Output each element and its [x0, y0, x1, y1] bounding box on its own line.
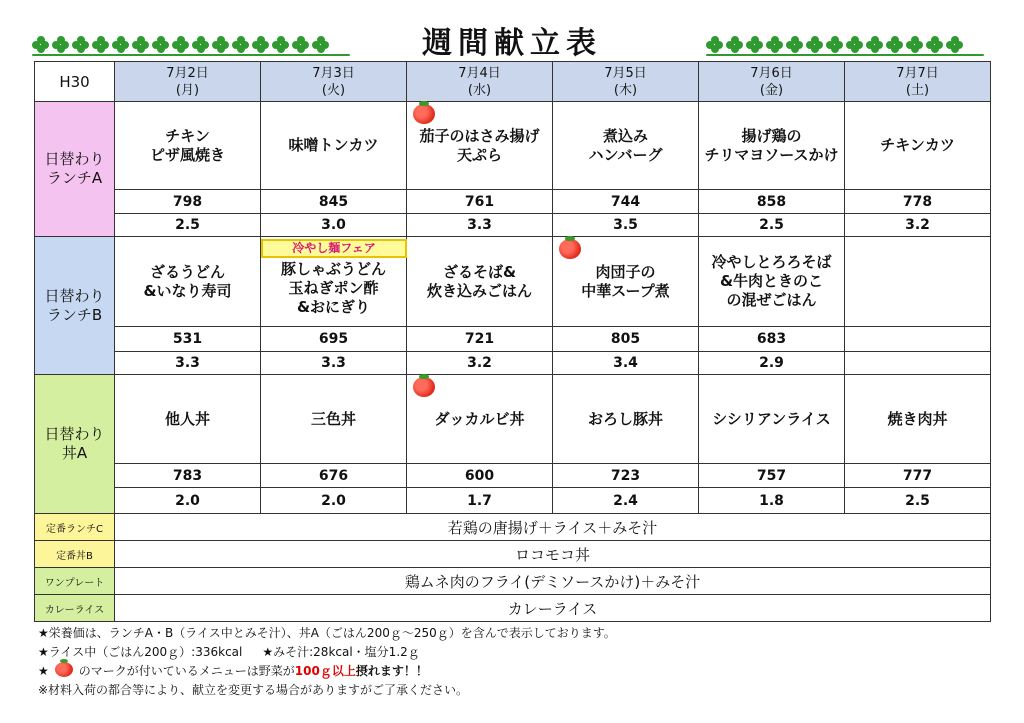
dish-line: 豚しゃぶうどん: [280, 260, 386, 278]
lunch-a-salt-row: [35, 214, 991, 237]
dish-cell: [553, 237, 699, 327]
energy-value: 676: [261, 464, 407, 488]
dish-cell-empty: [845, 237, 991, 327]
day-weekday: (水): [467, 82, 492, 98]
fixed-row-one-plate: [35, 568, 991, 595]
day-date: 7月6日: [750, 65, 793, 81]
energy-value: 845: [261, 190, 407, 214]
fixed-row-don-b: [35, 541, 991, 568]
dish-line: 他人丼: [164, 409, 210, 428]
salt-value: 3.3: [407, 214, 553, 237]
energy-value: 761: [407, 190, 553, 214]
dish-cell: [553, 375, 699, 464]
clover-icon: [786, 36, 803, 53]
fixed-value: ロコモコ丼: [115, 541, 991, 568]
dish-line: おろし豚丼: [587, 409, 663, 428]
dish-line: ピザ風焼き: [149, 145, 225, 164]
salt-value: 2.0: [261, 488, 407, 514]
energy-value: 778: [845, 190, 991, 214]
dish-cell: [699, 102, 845, 190]
don-a-energy-row: [35, 464, 991, 488]
fixed-label: 定番ランチC: [35, 514, 115, 541]
clover-icon: [866, 36, 883, 53]
category-line: 丼A: [61, 444, 88, 462]
page-title: 週間献立表: [422, 26, 602, 61]
note-rice: ★ライス中（ごはん200ｇ）:336kcal: [38, 645, 243, 659]
day-header: [845, 62, 991, 102]
salt-value: 2.9: [699, 352, 845, 375]
dish-cell: [115, 237, 261, 327]
lunch-a-dish-row: [35, 102, 991, 190]
day-header: [553, 62, 699, 102]
dish-cell: [261, 237, 407, 327]
day-weekday: (月): [175, 82, 200, 98]
dish-line: チキン: [165, 126, 210, 145]
dish-line: ハンバーグ: [588, 145, 663, 164]
salt-value: 1.8: [699, 488, 845, 514]
day-header: [407, 62, 553, 102]
dish-cell: [261, 102, 407, 190]
salt-value: 2.5: [699, 214, 845, 237]
dish-line: 玉ねぎポン酢: [288, 279, 379, 297]
dish-line: 味噌トンカツ: [288, 136, 379, 154]
dish-line: 焼き肉丼: [887, 409, 948, 428]
dish-line: 揚げ鶏の: [741, 126, 802, 145]
salt-value: [845, 352, 991, 375]
day-weekday: (木): [613, 82, 638, 98]
salt-value: 3.3: [115, 352, 261, 375]
dish-line: 中華スープ煮: [581, 281, 670, 300]
salt-value: 3.3: [261, 352, 407, 375]
dish-line: シシリアンライス: [712, 409, 831, 428]
dish-line: &おにぎり: [296, 298, 371, 316]
day-header: [261, 62, 407, 102]
dish-cell: [845, 102, 991, 190]
day-header: [115, 62, 261, 102]
date-header-row: [35, 62, 991, 102]
day-weekday: (土): [905, 82, 930, 98]
dish-line: &いなり寿司: [143, 281, 232, 300]
salt-value: 3.2: [845, 214, 991, 237]
fixed-row-curry: [35, 595, 991, 622]
day-date: 7月3日: [312, 65, 355, 81]
energy-value: 777: [845, 464, 991, 488]
dish-line: ダッカルビ丼: [434, 409, 525, 428]
dish-line: 肉団子の: [595, 262, 656, 281]
dish-line: 三色丼: [310, 409, 356, 428]
day-date: 7月7日: [896, 65, 939, 81]
dish-line: チリマヨソースかけ: [704, 145, 839, 164]
energy-value: 783: [115, 464, 261, 488]
tomato-icon: [55, 662, 73, 677]
clover-icon: [846, 36, 863, 53]
category-line: 日替わり: [44, 425, 105, 443]
salt-value: 2.0: [115, 488, 261, 514]
dish-line: ざるうどん: [149, 262, 225, 281]
clover-icon: [946, 36, 963, 53]
energy-value: 805: [553, 327, 699, 352]
note-rice-miso: [38, 643, 998, 662]
salt-value: 3.0: [261, 214, 407, 237]
dish-cell: [407, 237, 553, 327]
dish-cell: [261, 375, 407, 464]
energy-value: 798: [115, 190, 261, 214]
energy-value: 683: [699, 327, 845, 352]
category-don-a: [35, 375, 115, 514]
day-date: 7月4日: [458, 65, 501, 81]
note-nutrition: ★栄養価は、ランチA・B（ライス中とみそ汁）、丼A（ごはん200ｇ～250ｇ）を含んで表示しております。: [38, 626, 616, 640]
lunch-b-energy-row: [35, 327, 991, 352]
dish-line: 茄子のはさみ揚げ: [419, 126, 540, 145]
category-lunch-a: [35, 102, 115, 237]
page-header: [0, 14, 1024, 60]
dish-line: &牛肉ときのこ: [719, 272, 824, 290]
fixed-label: 定番丼B: [35, 541, 115, 568]
year-label: H30: [35, 62, 115, 102]
salt-value: 3.2: [407, 352, 553, 375]
dish-cell: [115, 375, 261, 464]
energy-value: 695: [261, 327, 407, 352]
dish-line: 煮込み: [602, 126, 648, 145]
fixed-label: カレーライス: [35, 595, 115, 622]
lunch-b-dish-row: [35, 237, 991, 327]
energy-value: 600: [407, 464, 553, 488]
tomato-icon: [559, 239, 581, 259]
salt-value: 2.4: [553, 488, 699, 514]
clover-icon: [746, 36, 763, 53]
day-weekday: (金): [759, 82, 784, 98]
dish-cell: [845, 375, 991, 464]
day-date: 7月5日: [604, 65, 647, 81]
energy-value: 531: [115, 327, 261, 352]
salt-value: 2.5: [845, 488, 991, 514]
clover-underline-right: [706, 54, 984, 56]
energy-value: [845, 327, 991, 352]
note-star: ★: [38, 664, 49, 678]
dish-line: 炊き込みごはん: [426, 281, 532, 300]
salt-value: 3.4: [553, 352, 699, 375]
dish-cell: [699, 237, 845, 327]
dish-line: チキンカツ: [880, 136, 955, 154]
fair-badge: 冷やし麺フェア: [261, 239, 407, 258]
don-a-salt-row: [35, 488, 991, 514]
note-miso: ★みそ汁:28kcal・塩分1.2ｇ: [262, 645, 420, 659]
clover-icon: [706, 36, 723, 53]
salt-value: 1.7: [407, 488, 553, 514]
note-disclaimer: ※材料入荷の都合等により、献立を変更する場合がありますがご了承ください。: [38, 683, 469, 697]
fixed-value: 若鶏の唐揚げ＋ライス＋みそ汁: [115, 514, 991, 541]
clover-icon: [766, 36, 783, 53]
clover-icon: [906, 36, 923, 53]
category-line: ランチA: [46, 169, 103, 187]
dish-line: の混ぜごはん: [726, 291, 817, 309]
don-a-dish-row: [35, 375, 991, 464]
clover-icon: [886, 36, 903, 53]
category-line: 日替わり: [44, 150, 105, 168]
note-tomato-mark: [38, 662, 998, 681]
dish-cell: [115, 102, 261, 190]
clover-icon: [726, 36, 743, 53]
clover-icon: [806, 36, 823, 53]
footnotes: [38, 624, 998, 700]
day-header: [699, 62, 845, 102]
dish-cell: [407, 102, 553, 190]
lunch-a-energy-row: [35, 190, 991, 214]
fixed-value: カレーライス: [115, 595, 991, 622]
fixed-row-lunch-c: [35, 514, 991, 541]
dish-line: 天ぷら: [456, 145, 502, 164]
fixed-value: 鶏ムネ肉のフライ(デミソースかけ)＋みそ汁: [115, 568, 991, 595]
clover-icon: [926, 36, 943, 53]
energy-value: 721: [407, 327, 553, 352]
category-line: 日替わり: [44, 286, 105, 305]
tomato-icon: [413, 104, 435, 124]
fixed-label: ワンプレート: [35, 568, 115, 595]
energy-value: 858: [699, 190, 845, 214]
category-line: ランチB: [46, 305, 103, 324]
energy-value: 744: [553, 190, 699, 214]
dish-cell: [699, 375, 845, 464]
dish-cell: [407, 375, 553, 464]
dish-line: ざるそば&: [442, 262, 517, 281]
dish-cell: [553, 102, 699, 190]
salt-value: 2.5: [115, 214, 261, 237]
day-weekday: (火): [321, 82, 346, 98]
dish-line: 冷やしとろろそば: [711, 253, 832, 271]
day-date: 7月2日: [166, 65, 209, 81]
note-text: 摂れます！！: [355, 664, 428, 678]
lunch-b-salt-row: [35, 352, 991, 375]
tomato-icon: [413, 377, 435, 397]
weekly-menu-table: [34, 61, 991, 622]
clover-icon: [826, 36, 843, 53]
note-text: のマークが付いているメニューは野菜が: [78, 664, 295, 678]
salt-value: 3.5: [553, 214, 699, 237]
category-lunch-b: [35, 237, 115, 375]
energy-value: 723: [553, 464, 699, 488]
note-highlight: 100ｇ以上: [294, 664, 356, 678]
energy-value: 757: [699, 464, 845, 488]
